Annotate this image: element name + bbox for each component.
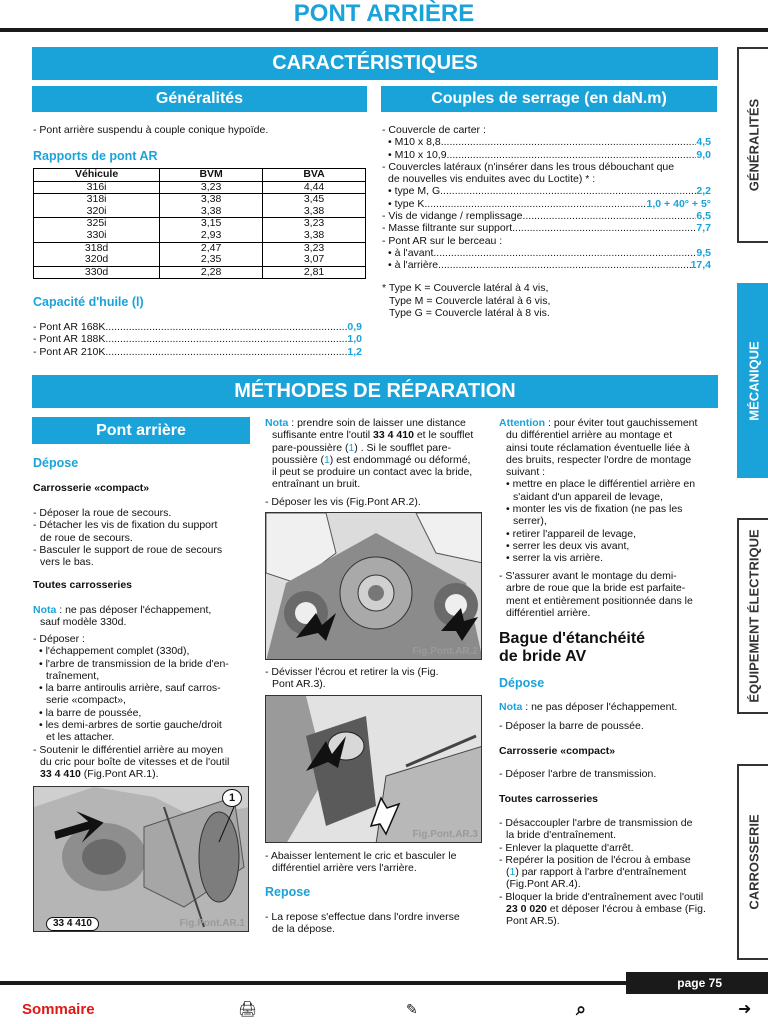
compact-steps bbox=[33, 507, 253, 568]
list-item: différentiel arrière. bbox=[506, 606, 591, 619]
table-cell: 2,35 bbox=[160, 254, 263, 266]
nota-block bbox=[33, 604, 253, 629]
bague-steps: - Désaccoupler l'arbre de transmission de la bride d'entraînement. - Enlever la plaquette d'arrêt. - Repérer la position de l'écrou à embase (1) par rapport à l'arbre d'entraînement (Fig.Pont AR.4). - Bloquer la bride d'entraînement avec l'outil 23 0 020 et déposer l'écrou à embase (Fig. Pont AR.5). bbox=[499, 817, 719, 928]
caracteristiques-banner: CARACTÉRISTIQUES bbox=[32, 47, 718, 80]
list-item: • type M, G ..... 2,2 bbox=[382, 185, 711, 197]
generalites-banner: Généralités bbox=[32, 86, 367, 112]
table-cell: 2,81 bbox=[263, 266, 366, 279]
list-item: - Détacher les vis de fixation du support bbox=[33, 519, 218, 532]
fig2-drawing bbox=[266, 513, 482, 660]
table-cell: 3,23 bbox=[263, 242, 366, 254]
deposer-steps bbox=[33, 633, 253, 780]
header-rule bbox=[0, 28, 768, 32]
couples-banner: Couples de serrage (en daN.m) bbox=[381, 86, 717, 112]
bague-toutes-heading: Toutes carrosseries bbox=[499, 793, 599, 805]
nota-text: poussière ( bbox=[272, 453, 324, 466]
table-cell: 4,44 bbox=[263, 181, 366, 194]
list-item: s'aidant d'un appareil de levage, bbox=[513, 490, 663, 503]
fig2-label: Fig.Pont.AR.2 bbox=[412, 646, 478, 658]
list-item: différentiel arrière vers l'arrière. bbox=[272, 862, 417, 875]
list-item: • l'arbre de transmission de la bride d'en- bbox=[39, 657, 229, 670]
list-item: du cric pour boîte de vitesses et de l'outil bbox=[40, 755, 230, 768]
table-cell: 330d bbox=[34, 266, 160, 279]
attention-text: du différentiel arrière au montage et bbox=[506, 429, 673, 442]
tab-label: MÉCANIQUE bbox=[745, 340, 761, 421]
list-item: - Déposer la roue de secours. bbox=[33, 507, 172, 519]
list-item: de roue de secours. bbox=[40, 531, 133, 544]
col2-deposer: - Déposer les vis (Fig.Pont AR.2). bbox=[265, 496, 421, 508]
fig1-drawing bbox=[34, 787, 249, 932]
carrosserie-compact-heading: Carrosserie «compact» bbox=[33, 482, 150, 494]
fig-ref: (Fig.Pont AR.1). bbox=[80, 768, 159, 781]
table-cell: 2,47 bbox=[160, 242, 263, 254]
list-item: - Enlever la plaquette d'arrêt. bbox=[499, 841, 634, 854]
list-item: • serrer les deux vis avant, bbox=[506, 539, 630, 552]
list-item: • type K ..... 1,0 + 40° + 5° bbox=[382, 198, 711, 210]
table-cell: 3,23 bbox=[160, 181, 263, 194]
list-item: - Basculer le support de roue de secours bbox=[33, 543, 223, 556]
assurer-block bbox=[499, 570, 717, 619]
list-item: - Bloquer la bride d'entraînement avec l'outil bbox=[499, 890, 704, 903]
list-item: serie «compact», bbox=[46, 694, 126, 707]
table-cell: 3,38 bbox=[263, 206, 366, 218]
fig3-label: Fig.Pont.AR.3 bbox=[412, 829, 478, 841]
arrow-right-icon[interactable]: ➜ bbox=[738, 999, 752, 1018]
table-row bbox=[34, 194, 366, 206]
list-item: - Repérer la position de l'écrou à embase bbox=[499, 853, 691, 866]
bague-compact-heading: Carrosserie «compact» bbox=[499, 745, 616, 757]
figure-pont-ar-2 bbox=[265, 512, 482, 660]
nota-text: ) . Si le soufflet pare- bbox=[354, 441, 451, 454]
nota-text: pare-poussière ( bbox=[272, 441, 349, 454]
attention-text: : pour éviter tout gauchissement bbox=[545, 417, 698, 429]
bague-barre: - Déposer la barre de poussée. bbox=[499, 720, 644, 732]
attention-text: suivant : bbox=[506, 466, 546, 479]
table-cell: 318d bbox=[34, 242, 160, 254]
page-title-text: PONT ARRIÈRE bbox=[293, 0, 475, 27]
list-item: • serrer la vis arrière. bbox=[506, 552, 604, 565]
list-item: - Soutenir le différentiel arrière au moyen bbox=[33, 743, 224, 756]
callout-ref: 1 bbox=[509, 866, 516, 879]
list-item: Pont AR.3). bbox=[272, 678, 326, 691]
list-item: - La repose s'effectue dans l'ordre inverse bbox=[265, 911, 460, 923]
tab-label: CARROSSERIE bbox=[745, 814, 761, 910]
table-cell: 3,15 bbox=[160, 218, 263, 230]
list-item: ment et entièrement positionnée dans le bbox=[506, 594, 693, 607]
table-cell: 2,28 bbox=[160, 266, 263, 279]
list-item: - Pont AR sur le berceau : bbox=[382, 234, 503, 247]
fig1-label: Fig.Pont.AR.1 bbox=[179, 918, 245, 930]
fig1-callout: 1 bbox=[222, 789, 242, 807]
list-item: Type G = Couvercle latéral à 8 vis. bbox=[389, 306, 550, 319]
depose-heading: Dépose bbox=[33, 456, 79, 470]
callout-ref: 1 bbox=[348, 441, 355, 454]
sommaire-link[interactable]: Sommaire bbox=[22, 1001, 95, 1018]
tab-equipement-electrique[interactable] bbox=[737, 518, 768, 714]
table-cell: 3,07 bbox=[263, 254, 366, 266]
attention-text: des bruits, respecter l'ordre de montage bbox=[506, 453, 692, 466]
list-item: • à l'avant ..... 9,5 bbox=[382, 247, 711, 259]
tool-ref: 33 4 410 bbox=[373, 429, 414, 442]
bague-depose-heading: Dépose bbox=[499, 676, 545, 690]
list-item: serrer), bbox=[513, 515, 547, 528]
list-item: - Dévisser l'écrou et retirer la vis (Fig. bbox=[265, 666, 439, 678]
tab-mecanique[interactable] bbox=[737, 283, 768, 478]
table-row bbox=[34, 230, 366, 242]
list-item: - Vis de vidange / remplissage ..... 6,5 bbox=[382, 210, 711, 222]
list-item: - Déposer : bbox=[33, 633, 85, 645]
nota-label: Nota bbox=[265, 417, 289, 429]
list-item: • M10 x 10,9 ..... 9,0 bbox=[382, 149, 711, 161]
bague-title bbox=[499, 630, 645, 666]
table-cell: 3,45 bbox=[263, 194, 366, 206]
list-item: et les attacher. bbox=[46, 731, 115, 744]
bague-arbre: - Déposer l'arbre de transmission. bbox=[499, 768, 657, 780]
col2-abaisser bbox=[265, 850, 483, 875]
tab-generalites[interactable] bbox=[737, 47, 768, 243]
rapports-table bbox=[33, 168, 366, 279]
list-item: - Pont AR 168K ..... 0,9 bbox=[33, 321, 362, 333]
list-item: - S'assurer avant le montage du demi- bbox=[499, 570, 677, 582]
col2-devisser bbox=[265, 666, 483, 691]
callout-ref: 1 bbox=[323, 453, 330, 466]
bague-nota bbox=[499, 701, 677, 713]
capacite-list bbox=[33, 321, 362, 358]
list-item: • l'échappement complet (330d), bbox=[39, 645, 190, 658]
nota-text: ) est endommagé ou déformé, bbox=[329, 453, 471, 466]
list-item: ) par rapport à l'arbre d'entraînement bbox=[515, 866, 687, 879]
list-item: - Couvercles latéraux (n'insérer dans les trous débouchant que bbox=[382, 160, 675, 173]
table-cell: 320d bbox=[34, 254, 160, 266]
attention-block bbox=[499, 417, 717, 564]
list-item: • mettre en place le différentiel arrière en bbox=[506, 478, 696, 491]
capacite-title: Capacité d'huile (l) bbox=[33, 295, 144, 309]
nota-text: : prendre soin de laisser une distance bbox=[288, 417, 466, 429]
list-item: vers le bas. bbox=[40, 556, 94, 569]
nota-text: : ne pas déposer l'échappement, bbox=[56, 604, 212, 616]
list-item: - Pont AR 210K ..... 1,2 bbox=[33, 346, 362, 358]
list-item: • les demi-arbres de sortie gauche/droit bbox=[39, 718, 222, 731]
pont-arriere-banner: Pont arrière bbox=[32, 417, 250, 444]
table-cell: 3,38 bbox=[160, 206, 263, 218]
fig3-drawing bbox=[266, 696, 482, 843]
toutes-carrosseries-heading: Toutes carrosseries bbox=[33, 579, 133, 591]
list-item: Pont AR.5). bbox=[506, 915, 560, 928]
edit-icon[interactable]: ✎ bbox=[406, 1002, 418, 1018]
list-item: traînement, bbox=[46, 669, 100, 682]
list-item: • à l'arrière ..... 17,4 bbox=[382, 259, 711, 271]
list-item: • la barre de poussée, bbox=[39, 706, 142, 719]
table-cell: 325i bbox=[34, 218, 160, 230]
list-item: • la barre antiroulis arrière, sauf carros- bbox=[39, 682, 221, 695]
table-row bbox=[34, 206, 366, 218]
tab-carrosserie[interactable] bbox=[737, 764, 768, 960]
table-header: BVA bbox=[263, 169, 366, 182]
table-header: BVM bbox=[160, 169, 263, 182]
nota-text: suffisante entre l'outil bbox=[272, 429, 374, 442]
list-item: (Fig.Pont AR.4). bbox=[506, 878, 581, 891]
table-cell: 3,38 bbox=[160, 194, 263, 206]
page-number: page 75 bbox=[626, 972, 768, 994]
list-item: arbre de roue que la bride est parfaite- bbox=[506, 582, 686, 595]
tab-label: ÉQUIPEMENT ÉLECTRIQUE bbox=[745, 529, 761, 703]
attention-text: ainsi toute réclamation éventuelle liée à bbox=[506, 441, 690, 454]
list-item: - Couvercle de carter : bbox=[382, 124, 486, 136]
list-item: - Masse filtrante sur support ..... 7,7 bbox=[382, 222, 711, 234]
table-row bbox=[34, 266, 366, 279]
list-item: de nouvelles vis enduites avec du Loctite) * : bbox=[388, 173, 596, 186]
list-item: • M10 x 8,8 ..... 4,5 bbox=[382, 136, 711, 148]
col2-nota bbox=[265, 417, 483, 491]
list-item: • monter les vis de fixation (ne pas les bbox=[506, 502, 683, 515]
bague-title-line: Bague d'étanchéité bbox=[499, 630, 646, 647]
list-item: et déposer l'écrou à embase (Fig. bbox=[546, 902, 706, 915]
list-item: Type M = Couvercle latéral à 6 vis, bbox=[389, 294, 551, 307]
tool-ref: 33 4 410 bbox=[40, 768, 81, 781]
list-item: la bride d'entraînement. bbox=[506, 829, 616, 842]
list-item: - Pont AR 188K ..... 1,0 bbox=[33, 333, 362, 345]
nota-text: et le soufflet bbox=[416, 429, 474, 442]
binoculars-icon[interactable]: ⌕ bbox=[576, 999, 587, 1020]
tool-ref: 23 0 020 bbox=[506, 902, 547, 915]
table-cell: 3,23 bbox=[263, 218, 366, 230]
tab-label: GÉNÉRALITÉS bbox=[745, 98, 761, 192]
list-item: * Type K = Couvercle latéral à 4 vis, bbox=[382, 282, 549, 295]
nota-text: sauf modèle 330d. bbox=[40, 616, 127, 629]
nota-text: : ne pas déposer l'échappement. bbox=[522, 701, 678, 713]
repose-heading: Repose bbox=[265, 885, 311, 899]
nota-text: il peut se produire un contact avec la bride, bbox=[272, 466, 473, 479]
nota-label: Nota bbox=[499, 701, 523, 713]
figure-pont-ar-3 bbox=[265, 695, 482, 843]
list-item: de la dépose. bbox=[272, 923, 336, 936]
couples-list bbox=[382, 124, 711, 319]
table-cell: 3,38 bbox=[263, 230, 366, 242]
table-row bbox=[34, 254, 366, 266]
table-cell: 316i bbox=[34, 181, 160, 194]
table-cell: 320i bbox=[34, 206, 160, 218]
figure-pont-ar-1 bbox=[33, 786, 249, 932]
page-title bbox=[0, 0, 768, 28]
table-row bbox=[34, 181, 366, 194]
table-cell: 318i bbox=[34, 194, 160, 206]
generalites-intro: - Pont arrière suspendu à couple conique hypoïde. bbox=[33, 124, 269, 136]
methodes-banner: MÉTHODES DE RÉPARATION bbox=[32, 375, 718, 408]
list-item: - Abaisser lentement le cric et basculer le bbox=[265, 850, 457, 862]
printer-icon[interactable]: 🖨 bbox=[238, 1000, 258, 1018]
nota-label: Nota bbox=[33, 604, 57, 616]
fig1-tool-label: 33 4 410 bbox=[46, 917, 99, 931]
bague-title-line: de bride AV bbox=[499, 648, 587, 665]
repose-text bbox=[265, 911, 483, 936]
table-cell: 2,93 bbox=[160, 230, 263, 242]
table-header: Véhicule bbox=[34, 169, 160, 182]
list-item: • retirer l'appareil de levage, bbox=[506, 527, 636, 540]
attention-label: Attention bbox=[499, 417, 546, 429]
rapports-title: Rapports de pont AR bbox=[33, 149, 158, 163]
table-cell: 330i bbox=[34, 230, 160, 242]
list-item: - Désaccoupler l'arbre de transmission de bbox=[499, 817, 693, 829]
nota-text: entraînant un bruit. bbox=[272, 478, 361, 491]
